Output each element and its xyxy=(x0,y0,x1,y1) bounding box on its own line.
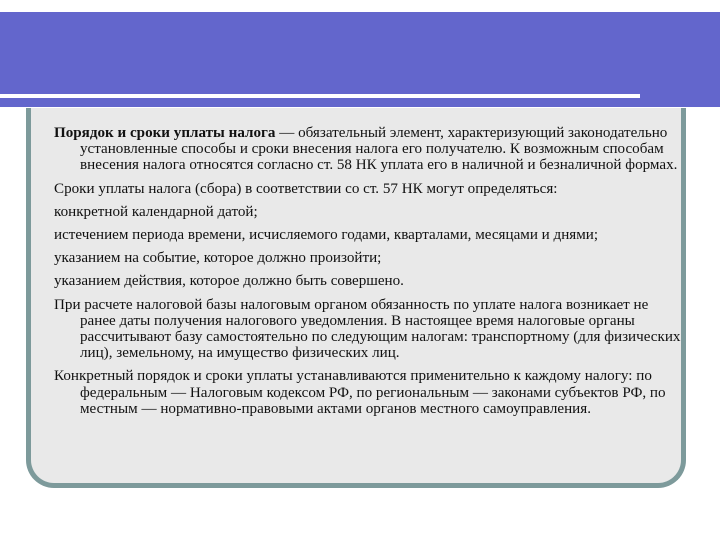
term-heading: Порядок и сроки уплаты налога xyxy=(54,125,276,141)
list-item-action: указанием действия, которое должно быть совершено. xyxy=(54,273,404,290)
list-item-calendar-date: конкретной календарной датой; xyxy=(54,203,258,220)
paragraph-specific-procedure: Конкретный порядок и сроки уплаты устанавливаются применительно к каждому налогу: по федеральным — Налоговым кодексом РФ, по региональным — законами субъектов РФ, по местным — нормативно-правовыми актами органов местного самоуправления. xyxy=(54,368,666,417)
title-banner xyxy=(0,12,720,107)
definition-text: — обязательный элемент, характеризующий законодательно установленные способы и сроки внесения налога его получателю. К возможным способам внесения налога относятся согласно ст. 58 НК уплата его в наличной и безналичной формах. xyxy=(80,125,678,174)
paragraph-tax-base: При расчете налоговой базы налоговым органом обязанность по уплате налога возникает не ранее даты получения налогового уведомления. В настоящее время налоговые органы рассчитывают базу самостоятельно по следующим налогам: транспортному (для физических лиц), земельному, на имущество физических лиц. xyxy=(54,296,681,362)
paragraph-terms-intro: Сроки уплаты налога (сбора) в соответствии со ст. 57 НК могут определяться: xyxy=(54,180,558,197)
list-item-event: указанием на событие, которое должно произойти; xyxy=(54,250,382,267)
slide-body xyxy=(54,125,684,424)
list-item-time-period: истечением периода времени, исчисляемого годами, кварталами, месяцами и днями; xyxy=(54,227,599,244)
banner-divider xyxy=(0,94,640,98)
paragraph-definition xyxy=(54,125,684,174)
